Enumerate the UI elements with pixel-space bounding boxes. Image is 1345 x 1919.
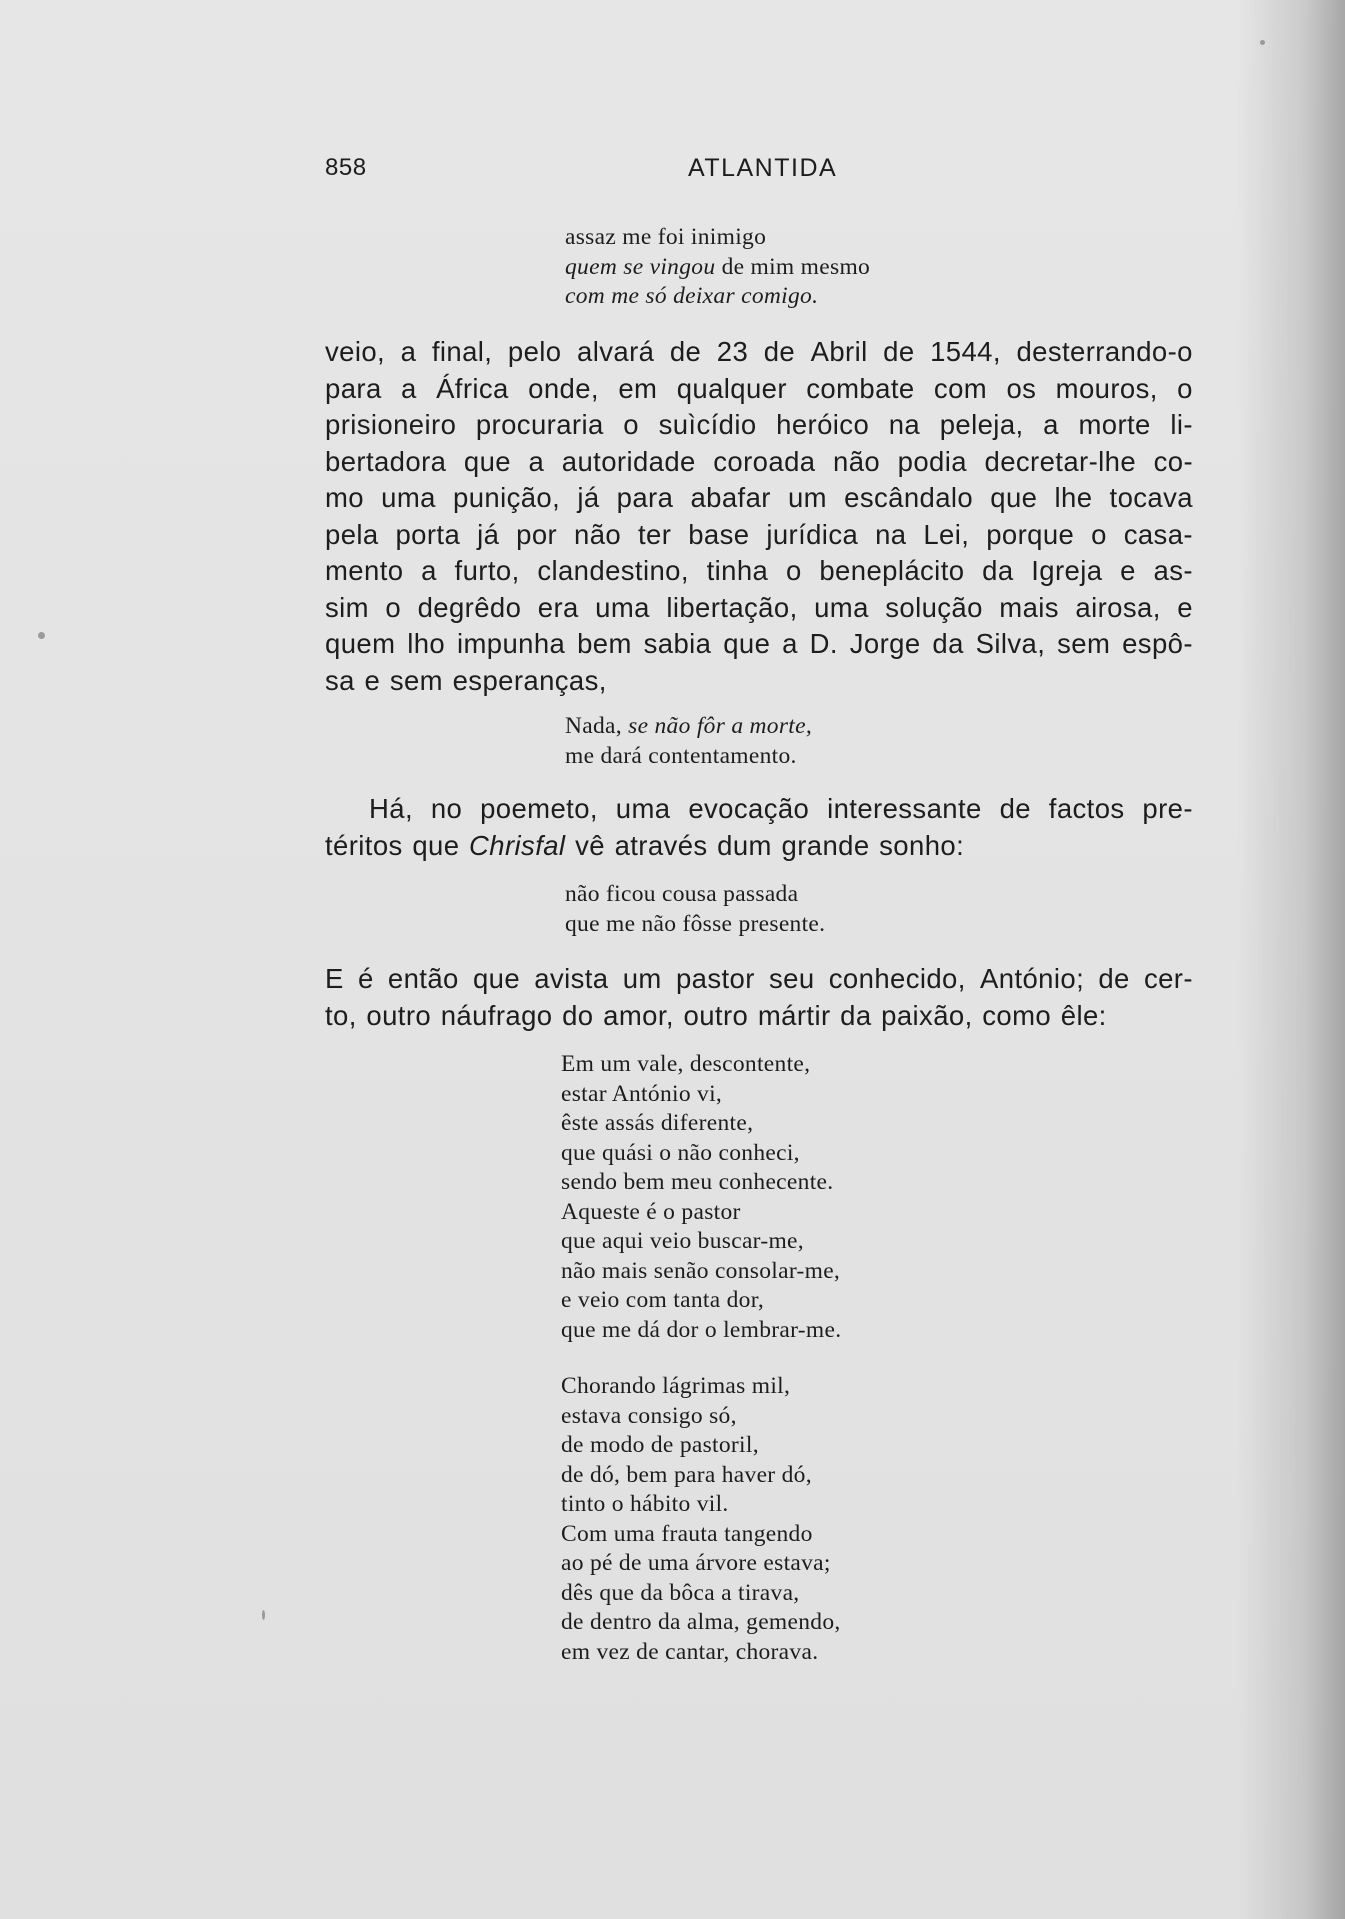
- prose-line: [325, 626, 1193, 663]
- word: vê: [575, 829, 605, 861]
- verse-quote-3: [565, 880, 825, 939]
- word: seu: [769, 963, 815, 994]
- verse-line: não mais senão consolar-me,: [561, 1257, 841, 1284]
- word: com: [933, 372, 988, 404]
- word: autoridade: [561, 445, 696, 477]
- verse-line: tinto o hábito vil.: [561, 1491, 729, 1517]
- verse-line: [565, 282, 870, 312]
- word: peleja,: [939, 409, 1024, 440]
- word: jurídica: [766, 518, 859, 550]
- word: bem: [577, 628, 632, 659]
- word: avista: [534, 963, 609, 994]
- word: uma: [615, 793, 671, 824]
- verse-line: sendo bem meu conhecente.: [561, 1169, 834, 1195]
- word: escândalo: [844, 482, 974, 513]
- word: Igreja: [1031, 555, 1103, 586]
- word: que: [990, 482, 1038, 513]
- word: que: [723, 628, 771, 659]
- word: lho: [407, 628, 446, 659]
- prose-line: [325, 334, 1193, 371]
- verse-text: se não fôr a morte,: [628, 713, 813, 739]
- prose-line: [325, 517, 1193, 554]
- verse-line: dês que da bôca a tirava,: [561, 1579, 800, 1606]
- word: António;: [980, 963, 1085, 994]
- word: espô-: [1122, 628, 1193, 659]
- word: de: [999, 793, 1031, 824]
- word: na: [888, 409, 921, 440]
- word: as-: [1153, 555, 1193, 586]
- word: um: [787, 482, 827, 513]
- verse-line: [565, 223, 870, 253]
- prose-line: [325, 663, 1193, 700]
- word: abafar: [690, 482, 771, 513]
- word: dum: [717, 829, 772, 861]
- paper-speck: [1260, 40, 1265, 45]
- verse-line: Aqueste é o pastor: [561, 1198, 741, 1225]
- word: quem: [325, 628, 396, 659]
- word: furto,: [454, 555, 520, 586]
- word: qualquer: [676, 372, 787, 404]
- word: libertação,: [666, 591, 798, 623]
- word: e: [364, 664, 381, 696]
- prose-line: [325, 791, 1193, 828]
- word: para: [325, 372, 382, 404]
- word: da: [982, 555, 1014, 586]
- word: a: [782, 628, 798, 659]
- verse-line: em vez de cantar, chorava.: [561, 1638, 819, 1665]
- word: co-: [1153, 445, 1193, 477]
- word: final,: [431, 336, 493, 367]
- word: por: [516, 518, 558, 550]
- word: paixão,: [881, 999, 973, 1031]
- word: 1544,: [930, 336, 1001, 367]
- word: da: [932, 628, 964, 659]
- word: sim: [325, 591, 369, 623]
- word: veio,: [325, 336, 386, 367]
- word: outro: [683, 999, 749, 1031]
- word: conhecido,: [828, 963, 966, 994]
- verse-line: de modo de pastoril,: [561, 1432, 759, 1458]
- prose-line: [325, 407, 1193, 444]
- word: decretar-lhe: [984, 445, 1137, 477]
- word: e: [1120, 555, 1136, 586]
- word: ter: [638, 518, 672, 550]
- verse-line: [565, 253, 870, 283]
- word: mouros,: [1055, 372, 1158, 404]
- word: tocava: [1109, 482, 1193, 513]
- word: lhe: [1054, 482, 1093, 513]
- word: sonho:: [879, 829, 965, 861]
- verse-line: Chorando lágrimas mil,: [561, 1373, 791, 1399]
- word: África: [436, 372, 509, 404]
- verse-quote-2: [565, 712, 812, 771]
- word: interessante: [827, 793, 982, 824]
- word: mártir: [757, 999, 831, 1031]
- poem-stanza-2: [561, 1372, 841, 1667]
- word: uma: [595, 591, 650, 623]
- word: de: [763, 336, 796, 367]
- word: e: [1177, 591, 1193, 623]
- word: procuraria: [475, 409, 604, 440]
- word: onde,: [528, 372, 599, 404]
- word: já: [577, 482, 600, 513]
- paragraph-2: [325, 791, 1193, 864]
- word: os: [1006, 372, 1037, 404]
- word: na: [875, 518, 907, 550]
- word: grande: [781, 829, 870, 861]
- word: pela: [325, 518, 379, 550]
- poem-stanza-1: [561, 1050, 841, 1345]
- paper-speck: [38, 632, 45, 639]
- word: degrêdo: [417, 591, 522, 623]
- word: Abril: [810, 336, 868, 367]
- paragraph-1: [325, 334, 1193, 699]
- word: bertadora: [325, 445, 447, 477]
- verse-text: me dará contentamento.: [565, 742, 797, 769]
- verse-text: quem se vingou: [565, 253, 716, 280]
- word: suìcídio: [658, 409, 757, 440]
- word: a: [401, 372, 417, 404]
- word: então: [387, 963, 459, 994]
- verse-line: que aqui veio buscar-me,: [561, 1228, 804, 1254]
- word: sa: [325, 664, 355, 696]
- word: sabia: [643, 628, 712, 659]
- word: para: [616, 482, 674, 513]
- word: clandestino,: [537, 555, 689, 586]
- word: que: [463, 445, 511, 477]
- verse-line: de dentro da alma, gemendo,: [561, 1609, 841, 1635]
- word: pre-: [1142, 793, 1193, 824]
- verse-quote-1: [565, 223, 870, 312]
- page-number: 858: [325, 154, 367, 181]
- word: pelo: [507, 336, 562, 367]
- verse-text: assaz me foi inimigo: [565, 224, 767, 250]
- verse-text: Nada,: [565, 713, 629, 739]
- paper-speck: [262, 1610, 265, 1620]
- word: a: [421, 555, 437, 586]
- word: 23: [716, 336, 749, 367]
- verse-line: que me dá dor o lembrar-me.: [561, 1316, 842, 1343]
- word: um: [622, 963, 662, 994]
- word: Lei,: [923, 518, 970, 550]
- word: airosa,: [1075, 591, 1161, 623]
- verse-line: Em um vale, descontente,: [561, 1051, 811, 1077]
- word: de: [883, 336, 915, 367]
- word: casa-: [1123, 518, 1193, 550]
- word: do: [562, 999, 594, 1031]
- prose-line: [325, 590, 1193, 627]
- word: li-: [1170, 409, 1193, 440]
- word: base: [688, 518, 750, 550]
- word: através: [614, 829, 708, 861]
- verse-line: êste assás diferente,: [561, 1110, 754, 1136]
- word: o: [623, 409, 639, 440]
- word: da: [840, 999, 872, 1031]
- word: Chrisfal: [469, 829, 566, 861]
- word: náufrago: [440, 999, 553, 1031]
- word: téritos: [325, 829, 403, 861]
- verse-line: que quási o não conheci,: [561, 1139, 800, 1166]
- word: coroada: [713, 445, 816, 477]
- word: era: [537, 591, 579, 623]
- word: mo: [325, 482, 365, 513]
- word: solução: [885, 591, 983, 623]
- word: como: [982, 999, 1052, 1031]
- word: mento: [325, 555, 404, 586]
- word: impunha: [456, 628, 566, 659]
- word: de: [669, 336, 702, 367]
- prose-line: [325, 998, 1193, 1035]
- word: podia: [897, 445, 967, 477]
- word: porque: [986, 518, 1075, 550]
- word: mais: [999, 591, 1059, 623]
- prose-line: [325, 961, 1193, 998]
- word: evocação: [688, 793, 810, 824]
- word: a: [528, 445, 545, 477]
- word: no: [430, 793, 463, 824]
- word: E: [325, 963, 344, 994]
- verse-line: [565, 712, 812, 742]
- word: êle:: [1060, 999, 1107, 1031]
- word: Silva,: [975, 628, 1046, 659]
- word: Jorge: [849, 628, 921, 659]
- word: sem: [389, 664, 443, 696]
- word: esperanças,: [452, 664, 607, 696]
- verse-line: não ficou cousa passada: [565, 881, 799, 907]
- word: a: [1043, 409, 1059, 440]
- word: Há,: [369, 793, 413, 824]
- verse-line: [565, 742, 812, 772]
- word: que: [412, 829, 460, 861]
- word: punição,: [453, 482, 561, 513]
- word: já: [477, 518, 500, 550]
- verse-line: Com uma frauta tangendo: [561, 1520, 813, 1547]
- prose-line: [325, 553, 1193, 590]
- word: desterrando-o: [1016, 336, 1193, 367]
- word: porta: [395, 518, 461, 550]
- prose-line: [325, 480, 1193, 517]
- word: heróico: [776, 409, 870, 440]
- word: pastor: [675, 963, 755, 994]
- verse-line: ao pé de uma árvore estava;: [561, 1550, 831, 1576]
- paragraph-3: [325, 961, 1193, 1034]
- page-header: [325, 154, 1045, 194]
- word: poemeto,: [480, 793, 598, 824]
- word: factos: [1048, 793, 1125, 824]
- word: D.: [809, 628, 838, 659]
- verse-line: que me não fôsse presente.: [565, 910, 826, 937]
- word: to,: [325, 999, 357, 1031]
- word: sem: [1057, 628, 1111, 659]
- word: cer-: [1143, 963, 1193, 994]
- prose-line: [325, 828, 1193, 865]
- word: tinha: [706, 555, 769, 586]
- word: amor,: [603, 999, 674, 1031]
- word: o: [1091, 518, 1107, 550]
- running-title: ATLANTIDA: [688, 154, 838, 182]
- word: alvará: [577, 336, 655, 367]
- word: o: [1177, 372, 1193, 404]
- word: em: [618, 372, 658, 404]
- word: o: [385, 591, 402, 623]
- word: uma: [814, 591, 869, 623]
- word: combate: [806, 372, 915, 404]
- prose-line: [325, 444, 1193, 481]
- word: prisioneiro: [325, 409, 457, 440]
- verse-line: estava consigo só,: [561, 1402, 737, 1429]
- word: não: [833, 445, 881, 477]
- word: que: [472, 963, 521, 994]
- word: não: [574, 518, 622, 550]
- verse-line: e veio com tanta dor,: [561, 1287, 765, 1313]
- verse-line: estar António vi,: [561, 1080, 723, 1107]
- verse-text: de mim mesmo: [715, 253, 871, 280]
- prose-line: [325, 371, 1193, 408]
- verse-line: de dó, bem para haver dó,: [561, 1461, 812, 1488]
- word: a: [400, 336, 417, 367]
- verse-text: com me só deixar comigo.: [565, 283, 819, 309]
- word: beneplácito: [819, 555, 965, 586]
- word: outro: [366, 999, 432, 1031]
- word: o: [785, 555, 802, 586]
- word: uma: [381, 482, 436, 513]
- word: morte: [1078, 409, 1151, 440]
- word: é: [357, 963, 374, 994]
- word: de: [1098, 963, 1130, 994]
